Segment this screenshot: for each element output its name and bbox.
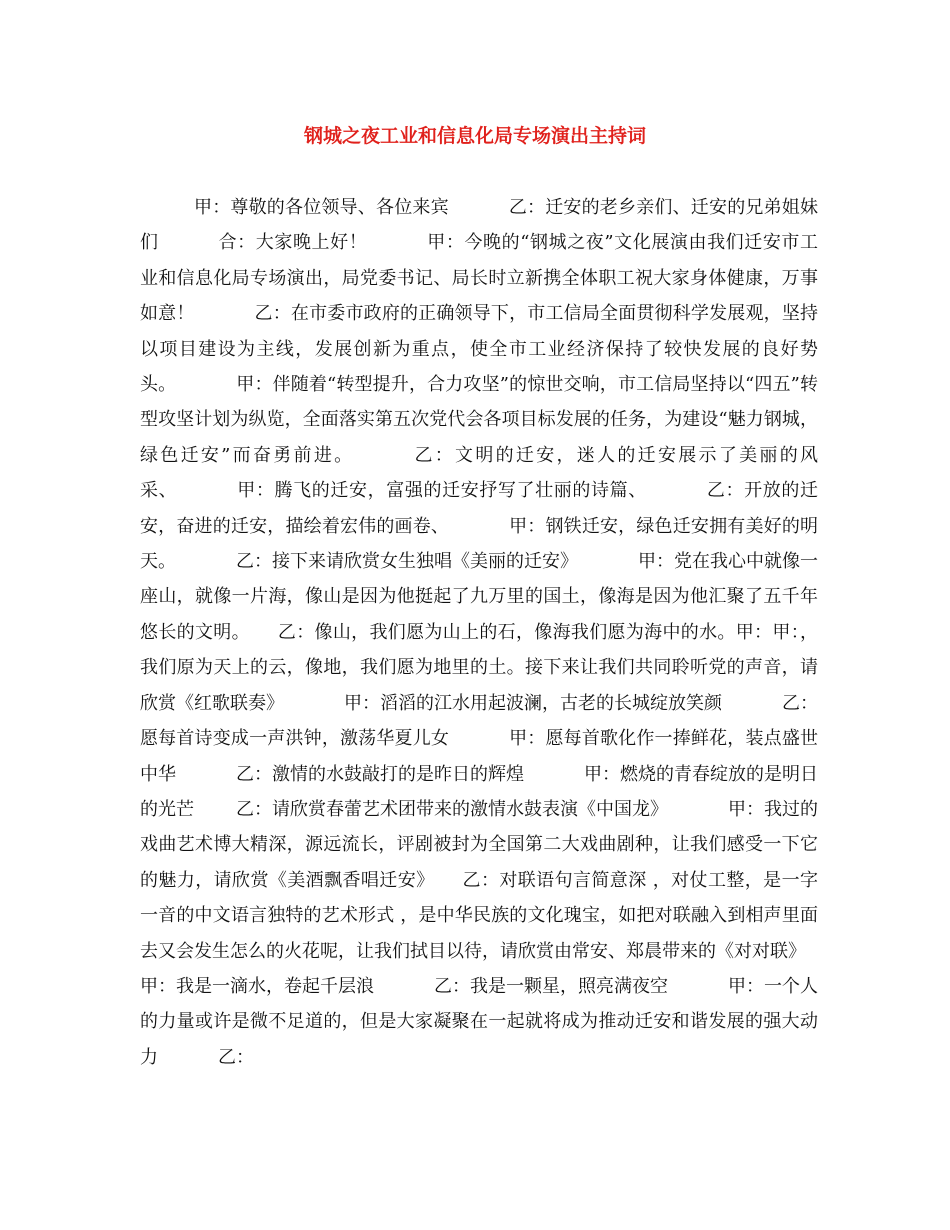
script-line: 甲：钢铁迁安，绿色迁安拥有美好的明天。 (140, 515, 819, 573)
script-line: 乙： (218, 1046, 254, 1068)
script-line: 合：大家晚上好！ (218, 232, 368, 254)
script-line: 乙：对联语句言简意深 ，对仗工整，是一字一音的中文语言独特的艺术形式 ，是中华民族的文化瑰宝，如把对联融入到相声里面去又会发生怎么的火花呢，让我们拭目以待，请欣赏由常安、郑晨带来的《对对联》 (140, 869, 818, 962)
script-line: 甲：滔滔的江水用起波澜，古老的长城绽放笑颜 (344, 692, 722, 714)
script-line: 乙：开放的迁安，奋进的迁安，描绘着宏伟的画卷、 (140, 480, 819, 537)
script-line: 乙：接下来请欣赏女生独唱《美丽的迁安》 (236, 551, 578, 573)
script-line: 甲：一个人的力量或许是微不足道的，但是大家凝聚在一起就将成为推动迁安和谐发展的强大动力 (140, 975, 818, 1068)
page-title: 钢城之夜工业和信息化局专场演出主持词 (303, 125, 646, 147)
script-line: 甲：尊敬的各位领导、各位来宾 (194, 197, 449, 218)
script-line: 甲：我过的戏曲艺术博大精深，源远流长，评剧被封为全国第二大戏曲剧种，让我们感受一下它的魅力，请欣赏《美酒飘香唱迁安》 (140, 798, 818, 891)
script-line: 甲：党在我心中就像一座山，就像一片海，像山是因为他挺起了九万里的国土，像海是因为他汇聚了五千年悠长的文明。 (140, 551, 818, 643)
script-line: 乙：像山，我们愿为山上的石，像海我们愿为海中的水。甲：甲：，我们原为天上的云，像地，我们愿为地里的土。接下来让我们共同聆听党的声音，请欣赏《红歌联奏》 (140, 621, 819, 714)
script-line: 甲：燃烧的青春绽放的是明日的光芒 (140, 763, 818, 820)
script-line: 乙：文明的迁安，迷人的迁安展示了美丽的风采、 (140, 444, 819, 502)
script-line: 乙：激情的水鼓敲打的是昨日的辉煌 (236, 763, 524, 785)
script-line: 乙：愿每首诗变成一声洪钟，激荡华夏儿女 (140, 692, 818, 750)
script-line: 甲：腾飞的迁安，富强的迁安抒写了壮丽的诗篇、 (237, 480, 647, 502)
script-body (140, 190, 818, 1075)
script-line: 乙：在市委市政府的正确领导下，市工信局全面贯彻科学发展观，坚持以项目建设为主线，发展创新为重点，使全市工业经济保持了较快发展的良好势头。 (140, 303, 818, 396)
script-line: 甲：伴随着“转型提升，合力攻坚”的惊世交响，市工信局坚持以“四五”转型攻坚计划为纵览，全面落实第五次党代会各项目标发展的任务，为建设“魅力钢城，绿色迁安”而奋勇前进。 (140, 374, 818, 466)
script-line: 乙：迁安的老乡亲们、迁安的兄弟姐妹们 (140, 197, 819, 254)
script-line: 甲：愿每首歌化作一捧鲜花，装点盛世中华 (140, 728, 819, 785)
script-line: 乙：请欣赏春蕾艺术团带来的激情水鼓表演《中国龙》 (236, 798, 668, 820)
script-line: 乙：我是一颗星，照亮满夜空 (434, 975, 668, 997)
script-line: 甲：我是一滴水，卷起千层浪 (140, 975, 374, 997)
script-line: 甲：今晚的“钢城之夜”文化展演由我们迁安市工业和信息化局专场演出，局党委书记、局长时立新携全体职工祝大家身体健康，万事如意！ (140, 232, 819, 325)
